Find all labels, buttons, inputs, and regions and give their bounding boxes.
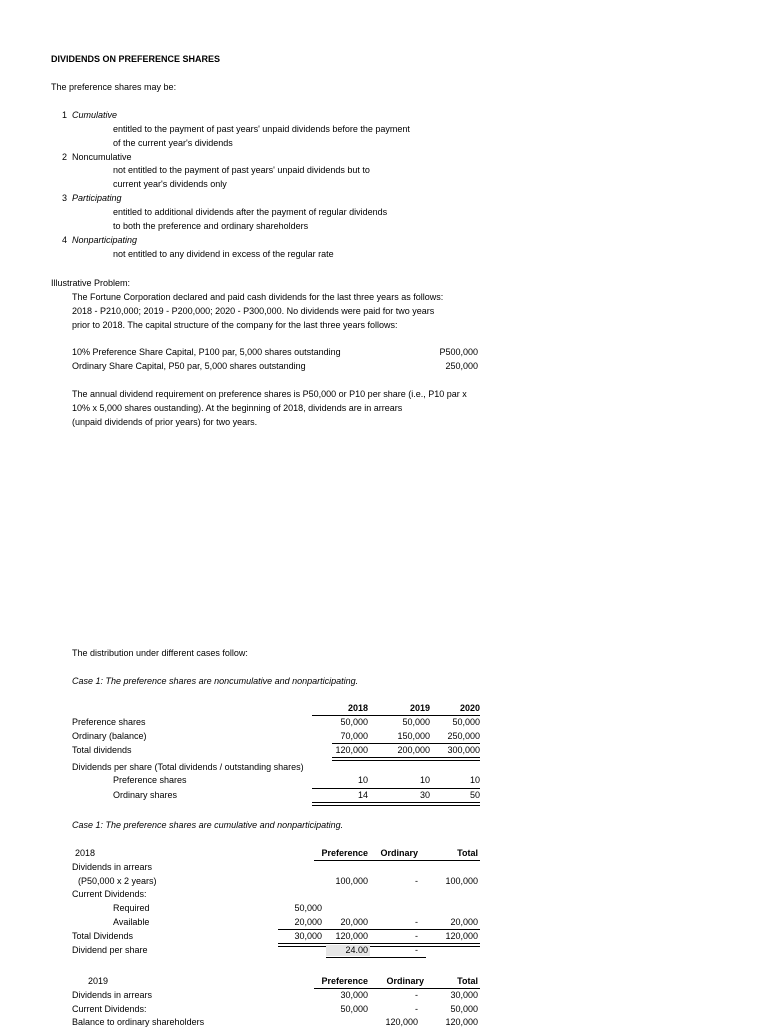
column-header: Preference: [321, 848, 368, 858]
table-cell: -: [415, 945, 418, 955]
table-cell: 30,000: [294, 931, 322, 941]
table-cell: 30: [419, 790, 430, 800]
table-cell: 150,000: [397, 731, 430, 741]
row-label: Dividends in arrears: [72, 862, 153, 872]
sum-line: [332, 743, 480, 744]
distribution-heading: The distribution under different cases follow:: [72, 648, 248, 658]
row-label: Current Dividends:: [72, 1004, 147, 1014]
type-desc-line: current year's dividends only: [113, 179, 227, 189]
table-cell: -: [415, 990, 418, 1000]
annual-line: 10% x 5,000 shares oustanding). At the beginning of 2018, dividends are in arrears: [72, 403, 403, 413]
row-label: Available: [113, 917, 150, 927]
header-underline: [314, 860, 480, 861]
underline: [312, 788, 480, 789]
year-header: 2019: [409, 703, 430, 713]
table-cell: 120,000: [335, 931, 368, 941]
intro-text: The preference shares may be:: [51, 82, 177, 92]
column-header: Total: [457, 976, 478, 986]
table-cell: 50,000: [452, 717, 480, 727]
table-cell: 120,000: [445, 931, 478, 941]
problem-line: 2018 - P210,000; 2019 - P200,000; 2020 - P300,000. No dividends were paid for two years: [72, 306, 435, 316]
type-desc-line: entitled to additional dividends after the payment of regular dividends: [113, 207, 388, 217]
row-label: Balance to ordinary shareholders: [72, 1017, 205, 1027]
table-cell: 50,000: [402, 717, 430, 727]
capital-value: 250,000: [445, 361, 478, 371]
row-label: (P50,000 x 2 years): [78, 876, 157, 886]
row-label: Ordinary (balance): [72, 731, 147, 741]
capital-value: P500,000: [439, 347, 478, 357]
type-number: 3: [62, 193, 68, 203]
header-underline: [312, 715, 480, 716]
year-header: 2018: [347, 703, 368, 713]
type-desc-line: to both the preference and ordinary shareholders: [113, 221, 309, 231]
type-name: Nonparticipating: [72, 235, 138, 245]
table-cell: 120,000: [445, 1017, 478, 1027]
row-label: Required: [113, 903, 150, 913]
table-cell: -: [415, 917, 418, 927]
row-label: Ordinary shares: [113, 790, 178, 800]
table-cell: 50,000: [340, 1004, 368, 1014]
problem-heading: Illustrative Problem:: [51, 278, 131, 288]
column-header: Total: [457, 848, 478, 858]
header-underline: [314, 988, 480, 989]
total-double-line: [312, 802, 480, 806]
type-number: 2: [62, 152, 68, 162]
type-desc-line: entitled to the payment of past years' unpaid dividends before the payment: [113, 124, 410, 134]
year-header: 2020: [459, 703, 480, 713]
table-cell: 50,000: [294, 903, 322, 913]
row-label: Dividends in arrears: [72, 990, 153, 1000]
table-cell: 200,000: [397, 745, 430, 755]
row-label: Total dividends: [72, 745, 132, 755]
row-label: Total Dividends: [72, 931, 134, 941]
problem-line: prior to 2018. The capital structure of the company for the last three years follows:: [72, 320, 398, 330]
type-name: Cumulative: [72, 110, 118, 120]
type-number: 1: [62, 110, 68, 120]
case1-title: Case 1: The preference shares are noncumulative and nonparticipating.: [72, 676, 359, 686]
table-cell: 250,000: [447, 731, 480, 741]
table-cell: 20,000: [340, 917, 368, 927]
table-cell: 14: [357, 790, 368, 800]
table-cell: -: [415, 876, 418, 886]
table-cell: 120,000: [385, 1017, 418, 1027]
dps-label: Dividends per share (Total dividends / outstanding shares): [72, 762, 304, 772]
type-desc-line: of the current year's dividends: [113, 138, 233, 148]
capital-label: Ordinary Share Capital, P50 par, 5,000 shares outstanding: [72, 361, 306, 371]
type-number: 4: [62, 235, 68, 245]
type-desc-line: not entitled to any dividend in excess of the regular rate: [113, 249, 334, 259]
capital-label: 10% Preference Share Capital, P100 par, 5,000 shares outstanding: [72, 347, 341, 357]
row-label: Dividend per share: [72, 945, 148, 955]
table-cell: 50: [469, 790, 480, 800]
annual-line: (unpaid dividends of prior years) for two years.: [72, 417, 258, 427]
column-header: Ordinary: [380, 848, 418, 858]
table-cell: -: [415, 931, 418, 941]
table-cell: 300,000: [447, 745, 480, 755]
table-cell: 100,000: [335, 876, 368, 886]
problem-line: The Fortune Corporation declared and paid cash dividends for the last three years as follows:: [72, 292, 444, 302]
row-label: Preference shares: [113, 775, 187, 785]
table-cell: 120,000: [335, 745, 368, 755]
table-cell: 30,000: [450, 990, 478, 1000]
table-cell: 10: [419, 775, 430, 785]
row-label: Preference shares: [72, 717, 146, 727]
type-desc-line: not entitled to the payment of past years' unpaid dividends but to: [113, 165, 370, 175]
table-cell: 20,000: [294, 917, 322, 927]
column-header: Preference: [321, 976, 368, 986]
table-cell: 30,000: [340, 990, 368, 1000]
table-cell: -: [415, 1004, 418, 1014]
year-label: 2019: [88, 976, 109, 986]
column-header: Ordinary: [386, 976, 424, 986]
table-cell: 10: [469, 775, 480, 785]
table-cell: 10: [357, 775, 368, 785]
total-double-line: [332, 757, 480, 761]
table-cell: 100,000: [445, 876, 478, 886]
page-title: DIVIDENDS ON PREFERENCE SHARES: [51, 54, 221, 64]
table-cell: 20,000: [450, 917, 478, 927]
annual-line: The annual dividend requirement on preference shares is P50,000 or P10 per share (i.e., P10 par x: [72, 389, 467, 399]
case2-title: Case 1: The preference shares are cumulative and nonparticipating.: [72, 820, 344, 830]
table-cell: 50,000: [450, 1004, 478, 1014]
table-cell: 70,000: [340, 731, 368, 741]
table-cell: 50,000: [340, 717, 368, 727]
table-cell: 24.00: [345, 945, 368, 955]
underline: [326, 957, 426, 958]
row-label: Current Dividends:: [72, 889, 147, 899]
sum-line: [278, 929, 480, 930]
type-name: Noncumulative: [72, 152, 132, 162]
type-name: Participating: [72, 193, 122, 203]
year-label: 2018: [75, 848, 96, 858]
